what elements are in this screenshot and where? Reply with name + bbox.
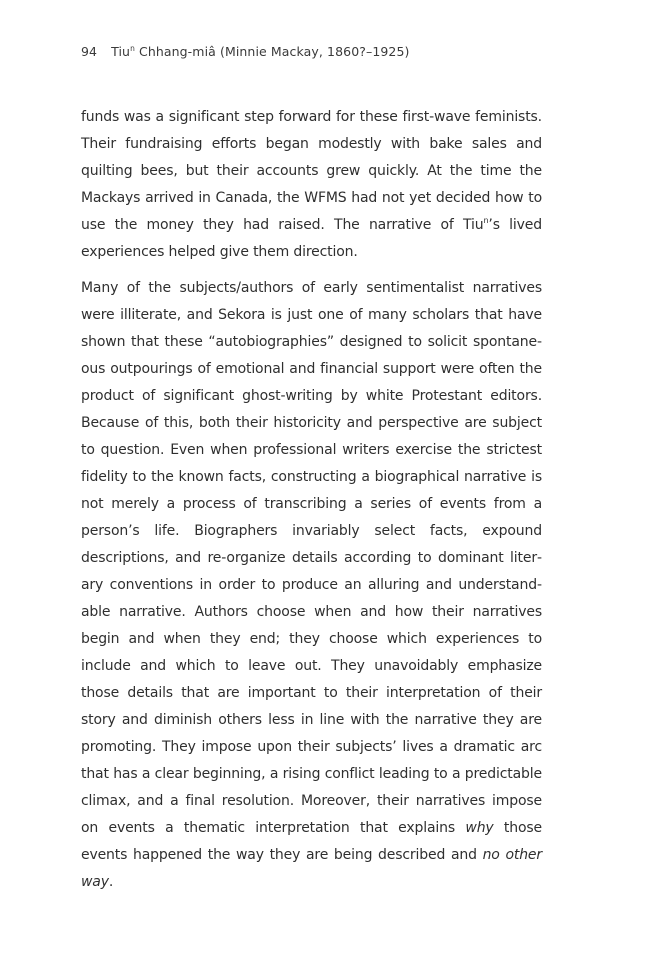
paragraph (81, 275, 542, 896)
superscript-text: n (483, 216, 489, 225)
body-text (81, 104, 542, 905)
paragraph (81, 104, 542, 266)
book-page (81, 0, 542, 975)
text-run: those events happened the way they are being described and (81, 820, 542, 863)
page-number: 94 (81, 44, 98, 59)
text-run: funds was a significant step forward for these first-wave feminists. Their fundraising efforts began modestly with bake sales and quilting bees, but their accounts grew quickly. At the time the Mackays arrived in Canada, the WFMS had not yet decided how to use the money they had raised. The narrative of Tiu (81, 109, 542, 233)
running-head-title: Tiu$^n$ Chhang-miâ (Minnie Mackay, 1860?–1925) (111, 44, 410, 59)
text-run: . (108, 874, 114, 890)
text-run: ’s lived experiences helped give them direction. (81, 217, 542, 260)
running-head (81, 44, 410, 59)
italic-text: no other way (81, 847, 542, 890)
italic-text: why (465, 820, 494, 836)
text-run: Many of the subjects/authors of early sentimentalist narratives were illiterate, and Sekora is just one of many scholars that have shown that these “autobiographies” designed to solicit spontaneous outpourings of emotional and financial support were often the product of significant ghost-writing by white Protestant editors. Because of this, both their historicity and perspective are subject to question. Even when professional writers exercise the strictest fidelity to the known facts, constructing a biographical narrative is not merely a process of transcribing a series of events from a person’s life. Biographers invariably select facts, expound descriptions, and re-organize details according to dominant literary conventions in order to produce an alluring and understandable narrative. Authors choose when and how their narratives begin and when they end; they choose which experiences to include and which to leave out. They unavoidably emphasize those details that are important to their interpretation of their story and diminish others less in line with the narrative they are promoting. They impose upon their subjects’ lives a dramatic arc that has a clear beginning, a rising conflict leading to a predictable climax, and a final resolution. Moreover, their narratives impose on events a thematic interpretation that explains (81, 280, 542, 836)
